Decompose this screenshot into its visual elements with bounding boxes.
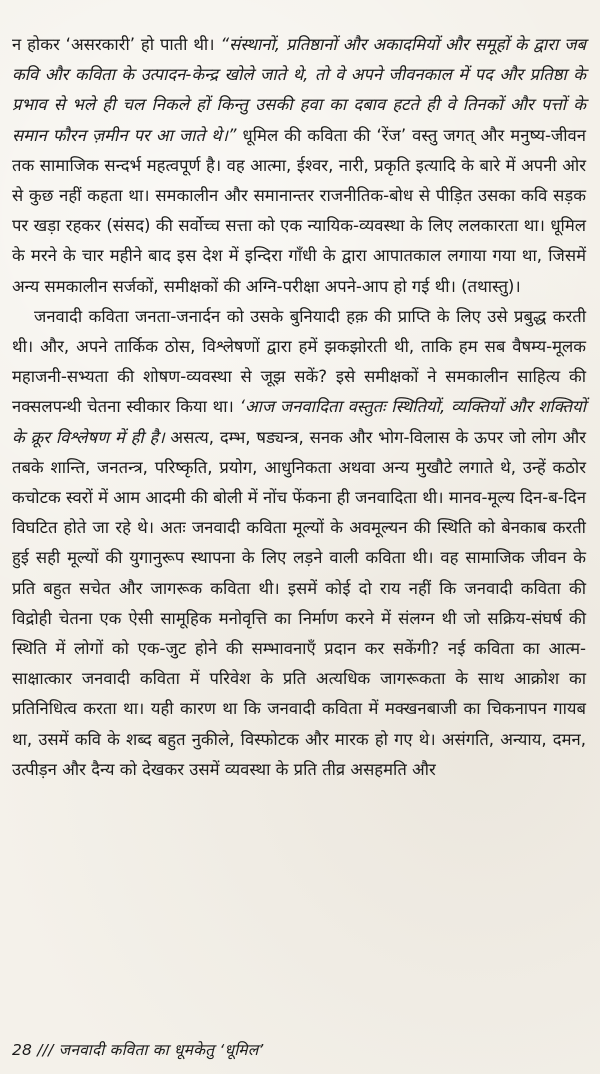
paragraph-1: [12, 30, 586, 302]
paragraph-2-quote: ‘आज जनवादिता वस्तुतः स्थितियों, व्यक्तियों और शक्तियों के क्रूर विश्लेषण में ही है।: [12, 397, 586, 447]
paragraph-1-quote: “संस्थानों, प्रतिष्ठानों और अकादमियों और समूहों के द्वारा जब कवि और कविता के उत्पादन-केन्द्र खोले जाते थे, तो वे अपने जीवनकाल में पद और प्रतिष्ठा के प्रभाव से भले ही चल निकले हों किन्तु उसकी हवा का दबाव हटते ही वे तिनकों और पत्तों के समान फौरन ज़मीन पर आ जाते थे।”: [12, 35, 586, 145]
paragraph-2-lead: जनवादी कविता जनता-जनार्दन को उसके बुनियादी हक़ की प्राप्ति के लिए उसे प्रबुद्ध करती थी। और, अपने तार्किक ठोस, विश्लेषणों द्वारा हमें झकझोरती थी, ताकि हम सब वैषम्य-मूलक महाजनी-सभ्यता की शोषण-व्यवस्था से जूझ सकें? इसे समीक्षकों ने समकालीन साहित्य की नक्सलपन्थी चेतना स्वीकार किया था।: [12, 306, 586, 417]
paragraph-2-body: असत्य, दम्भ, षड्यन्त्र, सनक और भोग-विलास के ऊपर जो लोग और तबके शान्ति, जनतन्त्र, परिष्कृति, प्रयोग, आधुनिकता अथवा अन्य मुखौटे लगाते थे, उन्हें कठोर कचोटक स्वरों में आम आदमी की बोली में नोंच फेंकना ही जनवादिता थी। मानव-मूल्य दिन-ब-दिन विघटित होते जा रहे थे। अतः जनवादी कविता मूल्यों के अवमूल्यन की स्थिति को बेनकाब करती हुई सही मूल्यों की युगानुरूप स्थापना के लिए लड़ने वाली कविता थी। वह सामाजिक जीवन के प्रति बहुत सचेत और जागरूक कविता थी। इसमें कोई दो राय नहीं कि जनवादी कविता की विद्रोही चेतना एक ऐसी सामूहिक मनोवृत्ति का निर्माण करने में संलग्न थी जो सक्रिय-संघर्ष की स्थिति में लोगों को एक-जुट होने की सम्भावनाएँ प्रदान कर सकेंगी? नई कविता का आत्म-साक्षात्कार जनवादी कविता में परिवेश के प्रति अत्यधिक जागरूकता के साथ आक्रोश का प्रतिनिधित्व करता था। यही कारण था कि जनवादी कविता में मक्खनबाजी का चिकनापन गायब था, उसमें कवि के शब्द बहुत नुकीले, विस्फोटक और मारक हो गए थे। असंगति, अन्याय, दमन, उत्पीड़न और दैन्य को देखकर उसमें व्यवस्था के प्रति तीव्र असहमति और: [12, 427, 586, 779]
body-text: [12, 30, 586, 785]
paragraph-2: [12, 302, 586, 785]
paragraph-1-body: धूमिल की कविता की ‘रेंज’ वस्तु जगत् और मनुष्य-जीवन तक सामाजिक सन्दर्भ महत्वपूर्ण है। वह आत्मा, ईश्वर, नारी, प्रकृति इत्यादि के बारे में अपनी ओर से कुछ नहीं कहता था। समकालीन और समानान्तर राजनीतिक-बोध से पीड़ित उसका कवि सड़क पर खड़ा रहकर (संसद) की सर्वोच्च सत्ता को एक न्यायिक-व्यवस्था के लिए ललकारता था। धूमिल के मरने के चार महीने बाद इस देश में इन्दिरा गाँधी के द्वारा आपातकाल लगाया गया था, जिसमें अन्य समकालीन सर्जकों, समीक्षकों की अग्नि-परीक्षा अपने-आप हो गई थी। (तथास्तु)।: [12, 125, 586, 296]
page-footer: 28 /// जनवादी कविता का धूमकेतु ‘धूमिल’: [12, 1041, 264, 1059]
paragraph-1-lead: न होकर ‘असरकारी’ हो पाती थी।: [12, 35, 221, 54]
